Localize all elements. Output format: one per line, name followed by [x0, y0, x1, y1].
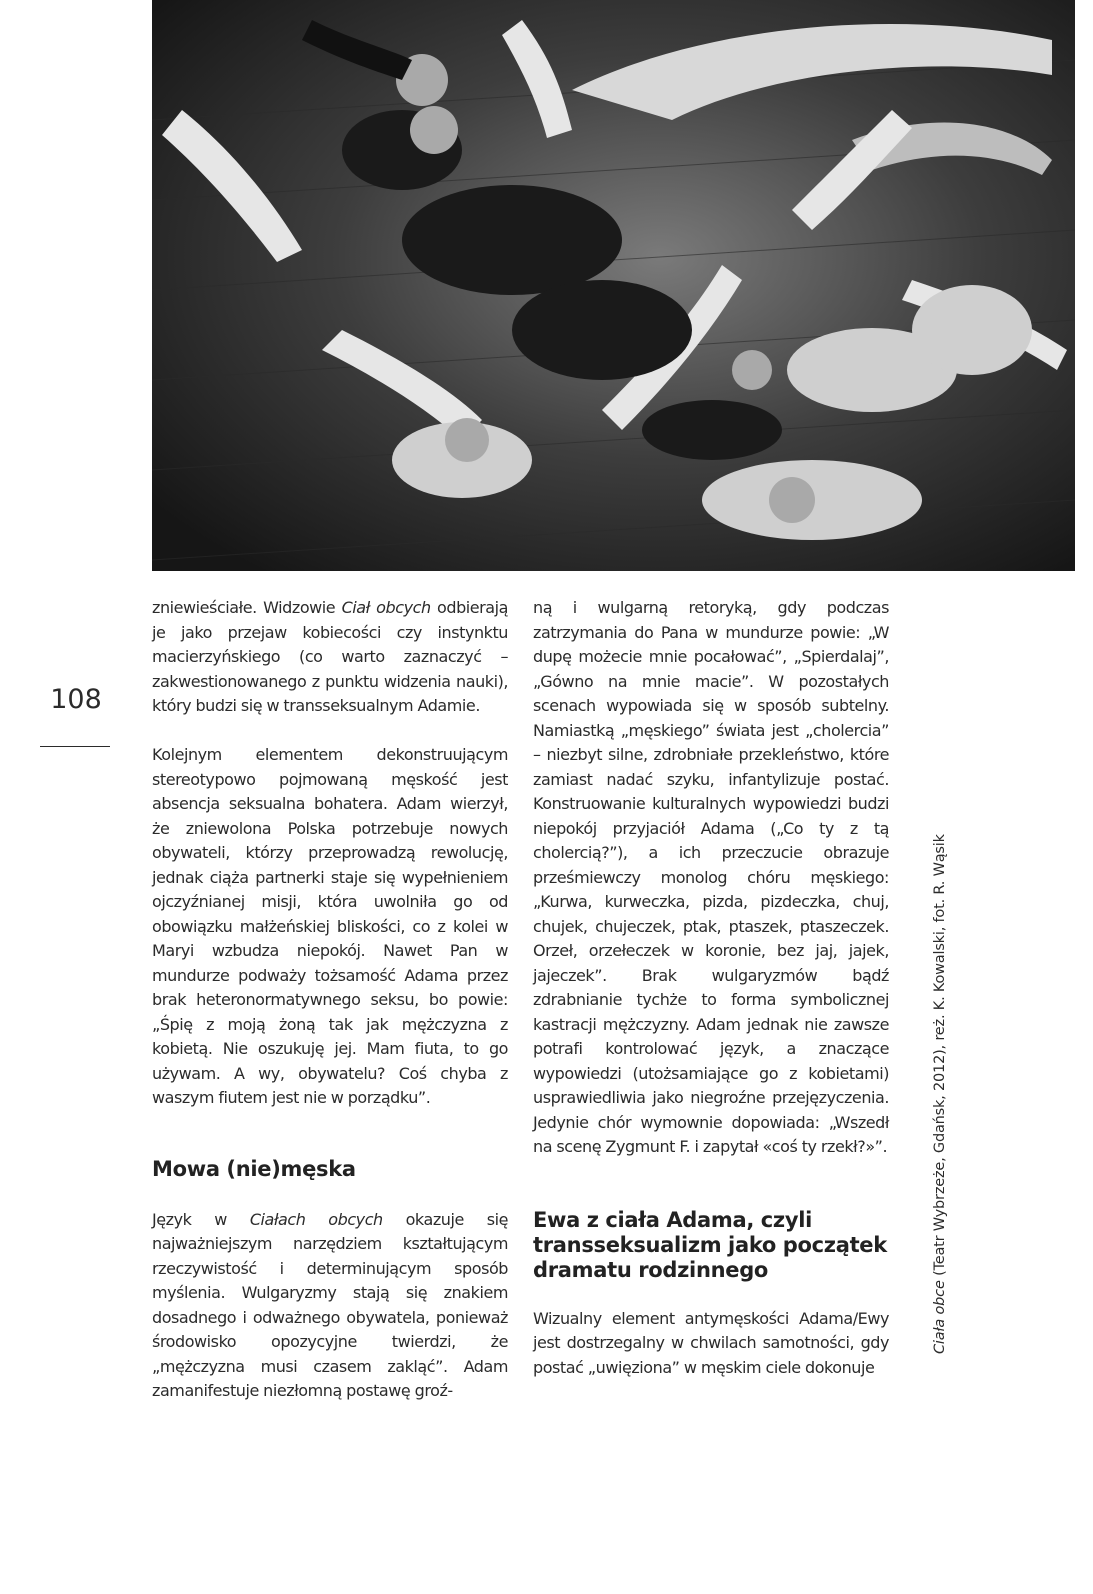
section-heading-mowa: Mowa (nie)męska — [152, 1156, 356, 1181]
stage-photo-dancers-icon — [152, 0, 1075, 571]
page-number: 108 — [50, 684, 102, 715]
caption-credits: (Teatr Wybrzeże, Gdańsk, 2012), reż. K. Kowalski, fot. R. Wąsik — [932, 834, 948, 1281]
text-run: okazuje się najważniejszym narzędziem kształtującym rzeczywistość i determinującym sposób myślenia. Wulgaryzmy stają się znakiem dosadnego i odważnego obywatela, ponieważ środowisko opozycyjne twierdzi, że „mężczyzna musi czasem zakląć”. Adam zamanifestuje niezłomną postawę groź- — [152, 1209, 508, 1400]
stage-photo — [152, 0, 1075, 571]
text-run: Język w — [152, 1209, 250, 1229]
right-column — [533, 596, 889, 1380]
right-paragraph-2: Wizualny element antymęskości Adama/Ewy jest dostrzegalny w chwilach samotności, gdy postać „uwięziona” w męskim ciele dokonuje — [533, 1308, 889, 1377]
left-paragraph-3 — [152, 1208, 508, 1404]
left-paragraph-1 — [152, 596, 508, 719]
left-column — [152, 596, 508, 1404]
italic-title-run: Ciał obcych — [341, 598, 431, 617]
section-heading-ewa: Ewa z ciała Adama, czyli transseksualizm jako początek dramatu rodzinnego — [533, 1207, 887, 1282]
left-paragraph-2: Kolejnym elementem dekonstruującym stereotypowo pojmowaną męskość jest absencja seksualna bohatera. Adam wierzył, że zniewolona Polska potrzebuje nowych obywateli, którzy przeprowadzą rewolucję, jednak ciąża partnerki staje się wypełnieniem ojczyźnianej misji, która uwolniła go od obowiązku małżeńskiej bliskości, co z kolei w Maryi wzbudza niepokój. Nawet Pan w mundurze podważy tożsamość Adama przez brak heteronormatywnego seksu, bo powie: „Śpię z moją żoną tak jak mężczyzna z kobietą. Nie oszukuję jej. Mam fiuta, to go używam. A wy, obywatelu? Coś chyba z waszym fiutem jest nie w porządku”. — [152, 745, 508, 1107]
text-run: zniewieściałe. Widzowie — [152, 598, 342, 617]
caption-title: Ciała obce — [932, 1280, 948, 1354]
text-run: odbierają je jako przejaw kobiecości czy instynktu macierzyńskiego (co warto zaznaczyć – zakwestionowanego z punktu widzenia nauki), który budzi się w transseksualnym Adamie. — [152, 598, 509, 715]
italic-title-run: Ciałach obcych — [249, 1209, 383, 1229]
right-paragraph-1: ną i wulgarną retoryką, gdy podczas zatrzymania do Pana w mundurze powie: „W dupę możecie mnie pocałować”, „Spierdalaj”, „Gówno na mnie macie”. W pozostałych scenach wypowiada się w sposób subtelny. Namiastką „męskiego” świata jest „cholercia” – niezbyt silne, zdrobniałe przekleństwo, które zamiast nadać szyku, infantylizuje postać. Konstruowanie kulturalnych wypowiedzi budzi niepokój przyjaciół Adama („Co ty z tą cholercią?”), a ich przeczucie obrazuje prześmiewczy monolog chóru męskiego: „Kurwa, kurweczka, pizda, pizdeczka, chuj, chujek, chujeczek, ptak, ptaszek, ptaszeczek. Orzeł, orzełeczek w koronie, bez jaj, jajek, jajeczek”. Brak wulgaryzmów bądź zdrabnianie tychże to forma symbolicznej kastracji mężczyzny. Adam jednak nie zawsze potrafi kontrolować język, a znaczące wypowiedzi (utożsamiające go z kobietami) usprawiedliwia jako niegroźne przejęzyczenia. Jedynie chór wymownie dopowiada: „Wszedł na scenę Zygmunt F. i zapytał «coś ty rzekł?»”. — [533, 598, 889, 1156]
page-number-rule — [40, 746, 110, 747]
photo-caption — [932, 834, 948, 1354]
